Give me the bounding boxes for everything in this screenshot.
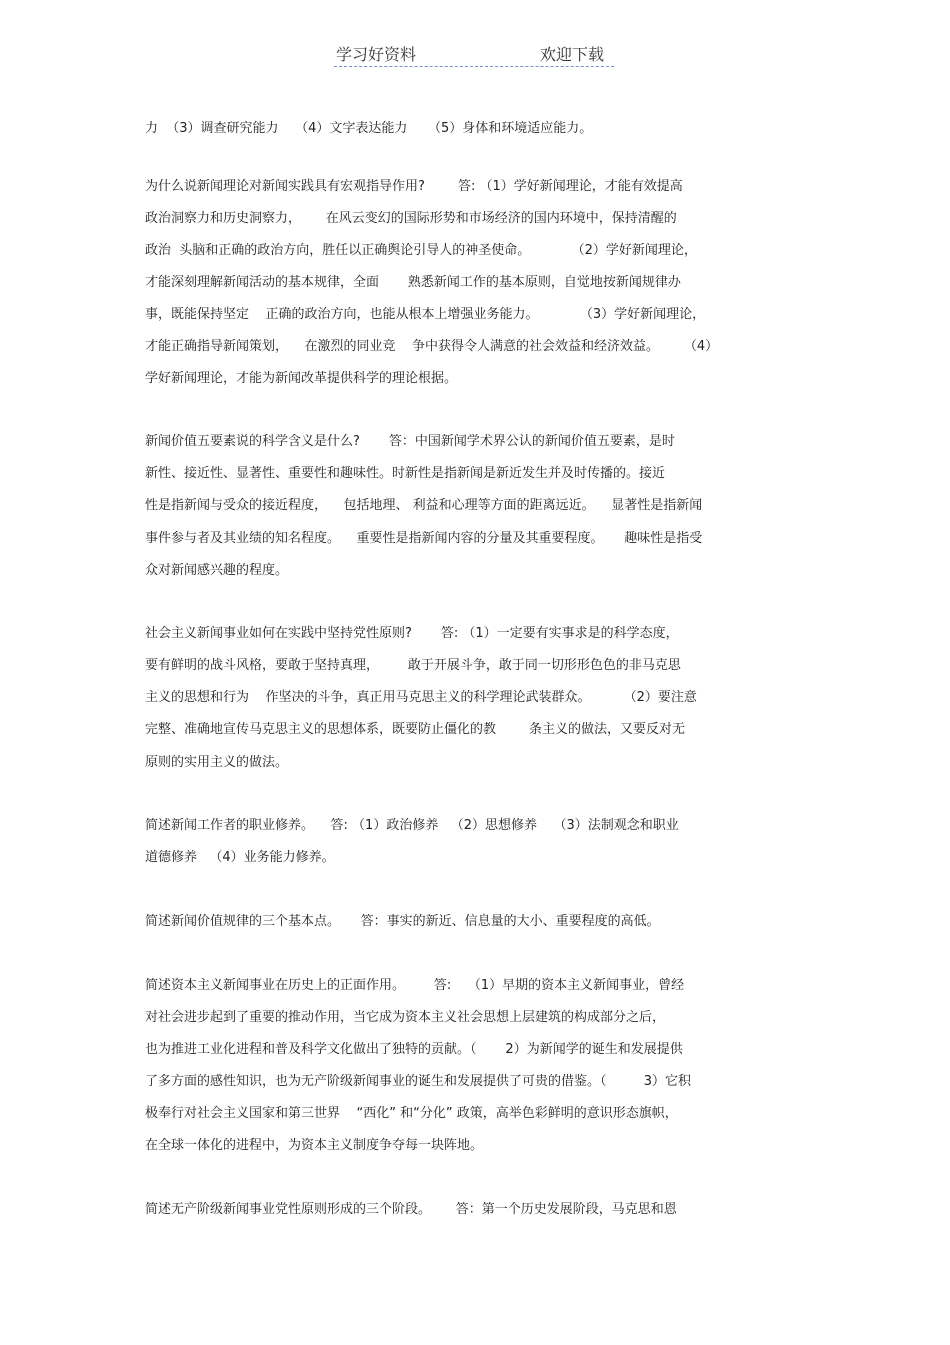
text-line: 主义的思想和行为 作坚决的斗争，真正用马克思主义的科学理论武装群众。 （2）要注意 [145,690,697,705]
text-line: 原则的实用主义的做法。 [145,755,289,770]
page-header [334,40,614,67]
text-line: 了多方面的感性知识，也为无产阶级新闻事业的诞生和发展提供了可贵的借鉴。（ 3）它积 [145,1074,691,1089]
text-line: 简述新闻价值规律的三个基本点。 答：事实的新近、信息量的大小、重要程度的高低。 [145,914,660,929]
text-line: 简述资本主义新闻事业在历史上的正面作用。 答: （1）早期的资本主义新闻事业，曾经 [145,978,685,993]
text-line: 才能正确指导新闻策划， 在激烈的同业竞 争中获得令人满意的社会效益和经济效益。 （4） [145,339,719,354]
header-left-text: 学习好资料 [336,45,417,64]
text-line: 学好新闻理论，才能为新闻改革提供科学的理论根据。 [145,371,458,386]
text-line: 政治洞察力和历史洞察力， 在风云变幻的国际形势和市场经济的国内环境中，保持清醒的 [145,211,677,226]
text-line: 政治 头脑和正确的政治方向，胜任以正确舆论引导人的神圣使命。 （2）学好新闻理论， [145,243,697,258]
text-line: 才能深刻理解新闻活动的基本规律，全面 熟悉新闻工作的基本原则，自觉地按新闻规律办 [145,275,681,290]
text-line: 也为推进工业化进程和普及科学文化做出了独特的贡献。（ 2）为新闻学的诞生和发展提供 [145,1042,683,1057]
text-line: 众对新闻感兴趣的程度。 [145,563,289,578]
text-line: 要有鲜明的战斗风格，要敢于坚持真理， 敢于开展斗争，敢于同一切形形色色的非马克思 [145,658,681,673]
text-line: 力 （3）调查研究能力 （4）文字表达能力 （5）身体和环境适应能力。 [145,121,593,136]
text-line: 对社会进步起到了重要的推动作用，当它成为资本主义社会思想上层建筑的构成部分之后， [145,1010,666,1025]
text-line: 道德修养 （4）业务能力修养。 [145,850,335,865]
text-line: 社会主义新闻事业如何在实践中坚持党性原则? 答: （1）一定要有实事求是的科学态度， [145,626,679,641]
text-line: 简述无产阶级新闻事业党性原则形成的三个阶段。 答：第一个历史发展阶段，马克思和恩 [145,1202,677,1217]
text-line: 性是指新闻与受众的接近程度， 包括地理、 利益和心理等方面的距离远近。 显著性是指新闻 [145,498,703,513]
text-line: 在全球一体化的进程中，为资本主义制度争夺每一块阵地。 [145,1138,484,1153]
text-line: 新性、接近性、显著性、重要性和趣味性。时新性是指新闻是新近发生并及时传播的。接近 [145,466,666,481]
header-right-text: 欢迎下载 [540,45,605,64]
text-line: 事件参与者及其业绩的知名程度。 重要性是指新闻内容的分量及其重要程度。 趣味性是指受 [145,531,703,546]
text-line: 事，既能保持坚定 正确的政治方向，也能从根本上增强业务能力。 （3）学好新闻理论， [145,307,706,322]
text-line: 完整、准确地宣传马克思主义的思想体系，既要防止僵化的教 条主义的做法，又要反对无 [145,722,686,737]
text-line: 极奉行对社会主义国家和第三世界 “西化” 和“分化” 政策，高举色彩鲜明的意识形态旗帜， [145,1106,678,1121]
text-line: 简述新闻工作者的职业修养。 答: （1）政治修养 （2）思想修养 （3）法制观念和职业 [145,818,679,833]
text-line: 为什么说新闻理论对新闻实践具有宏观指导作用? 答: （1）学好新闻理论，才能有效提高 [145,179,683,194]
text-line: 新闻价值五要素说的科学含义是什么? 答：中国新闻学术界公认的新闻价值五要素，是时 [145,434,675,449]
